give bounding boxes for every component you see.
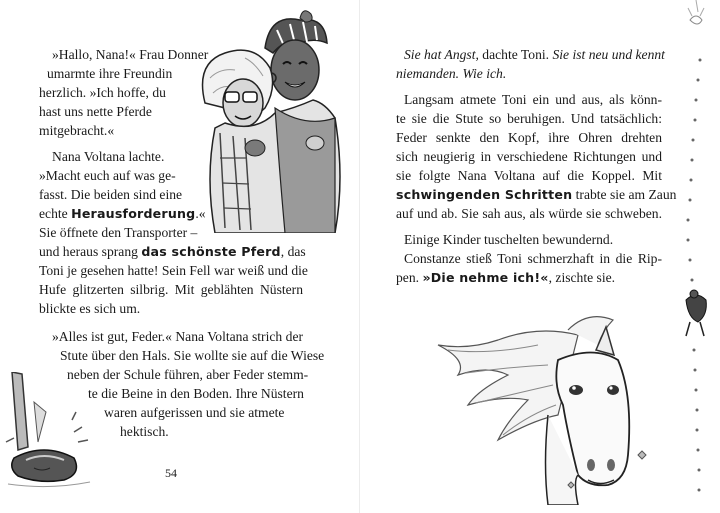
text-line: te die Beine in den Boden. Ihre Nüstern [88,386,304,401]
text-segment: .« [195,206,206,221]
text-segment: dachte Toni. [478,47,553,62]
text-line: »Hallo, Nana!« Frau Donner [52,47,209,62]
text-line [39,242,306,261]
text-segment: , zischte sie. [548,270,616,285]
text-line: Feder senkte den Kopf, ihre Ohren drehten [396,130,662,145]
text-line [39,204,206,223]
text-line: herzlich. »Ich hoffe, du [39,85,166,100]
text-line: Nana Voltana lachte. [52,149,165,164]
text-line: »Macht euch auf was ge- [39,168,176,183]
page-number: 54 [165,466,177,480]
text-line [404,45,665,64]
emphasis-text: schwingenden Schritten [396,187,573,202]
text-line: hektisch. [120,424,169,439]
dotted-trail-decoration [668,0,718,500]
text-line: neben der Schule führen, aber Feder stemm- [67,367,309,382]
text-segment: , das [280,244,306,259]
horse-illustration [428,305,658,505]
italic-text: Sie ist neu und kennt [552,47,665,62]
text-line: niemanden. Wie ich. [396,66,507,81]
text-line: auf und ab. Sie sah aus, als würde sie schweben. [396,206,662,221]
text-line: blickte es sich um. [39,301,141,316]
text-line: Langsam atmete Toni ein und aus, als könn- [404,92,662,107]
emphasis-text: »Die nehme ich!« [422,270,549,285]
text-line: sie folgte Nana Voltana auf die Koppel. Mit [396,168,662,183]
text-segment: und heraus sprang [39,244,142,259]
emphasis-text: das schönste Pferd [141,244,281,259]
text-line: te sie die Stute so beruhigen. Und tatsächlich: [396,111,662,126]
text-line: fasst. Die beiden sind eine [39,187,183,202]
emphasis-text: Herausforderung [71,206,196,221]
text-line [396,185,677,204]
text-line: Sie öffnete den Transporter – [39,225,198,240]
text-line: Toni je gesehen hatte! Sein Fell war weiß und die [39,263,308,278]
text-line [396,268,615,287]
text-segment: echte [39,206,72,221]
right-page [360,0,720,513]
text-line: waren aufgerissen und sie atmete [104,405,285,420]
text-line: sich neugierig in verschiedene Richtungen und [396,149,662,164]
women-hugging-illustration [185,8,355,233]
text-line: umarmte ihre Freundin [47,66,173,81]
text-line: Hufe glitzerten silbrig. Mit geblähten Nüstern [39,282,303,297]
text-line: Constanze stieß Toni schmerzhaft in die Rip- [404,251,662,266]
text-segment: trabte sie am Zaun [572,187,677,202]
italic-text: Sie hat Angst, [404,47,479,62]
text-line: Stute über den Hals. Sie wollte sie auf die Wiese [60,348,325,363]
text-segment: pen. [396,270,423,285]
text-line: hast uns nette Pferde [39,104,152,119]
text-line: mitgebracht.« [39,123,115,138]
hoof-stomping-illustration [4,372,94,492]
text-line: »Alles ist gut, Feder.« Nana Voltana strich der [52,329,303,344]
text-line: Einige Kinder tuschelten bewundernd. [404,232,614,247]
